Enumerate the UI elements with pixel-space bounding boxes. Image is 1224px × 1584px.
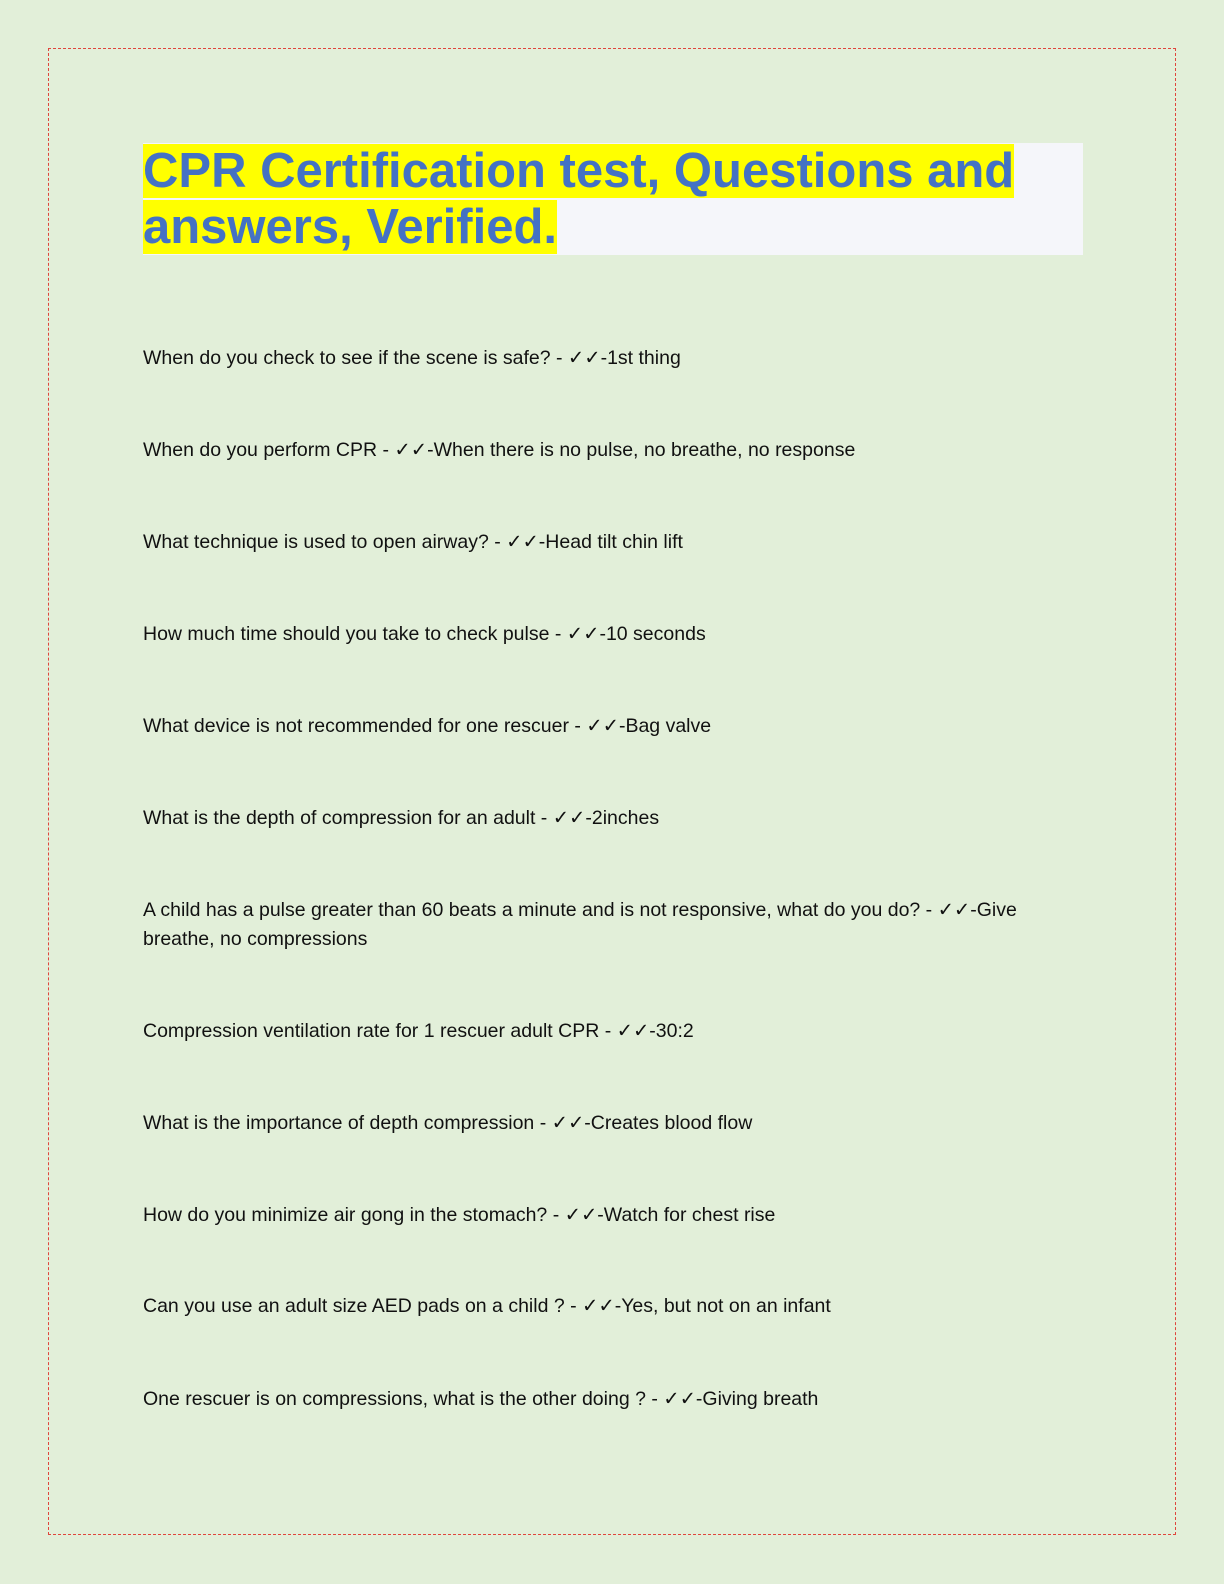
qa-item-2: When do you perform CPR - ✓✓-When there is no pulse, no breathe, no response	[143, 439, 856, 461]
qa-item-5: What device is not recommended for one rescuer - ✓✓-Bag valve	[143, 715, 712, 737]
qa-item-4: How much time should you take to check pulse - ✓✓-10 seconds	[143, 623, 706, 645]
title-block	[143, 143, 1083, 255]
qa-item-8: Compression ventilation rate for 1 rescuer adult CPR - ✓✓-30:2	[143, 1020, 694, 1042]
qa-item-11: Can you use an adult size AED pads on a child ? - ✓✓-Yes, but not on an infant	[143, 1295, 831, 1317]
qa-item-10: How do you minimize air gong in the stomach? - ✓✓-Watch for chest rise	[143, 1204, 776, 1226]
qa-item-7: A child has a pulse greater than 60 beats a minute and is not responsive, what do you do? - ✓✓-Give breathe, no compressions	[143, 899, 1017, 950]
title-line-2: answers, Verified.	[143, 200, 557, 254]
qa-item-3: What technique is used to open airway? - ✓✓-Head tilt chin lift	[143, 531, 683, 553]
title-line-1: CPR Certification test, Questions and	[143, 144, 1015, 198]
qa-item-6: What is the depth of compression for an adult - ✓✓-2inches	[143, 807, 660, 829]
document-title	[143, 143, 1083, 255]
qa-item-1: When do you check to see if the scene is safe? - ✓✓-1st thing	[143, 347, 681, 369]
qa-item-12: One rescuer is on compressions, what is the other doing ? - ✓✓-Giving breath	[143, 1388, 819, 1410]
qa-item-9: What is the importance of depth compression - ✓✓-Creates blood flow	[143, 1112, 753, 1134]
